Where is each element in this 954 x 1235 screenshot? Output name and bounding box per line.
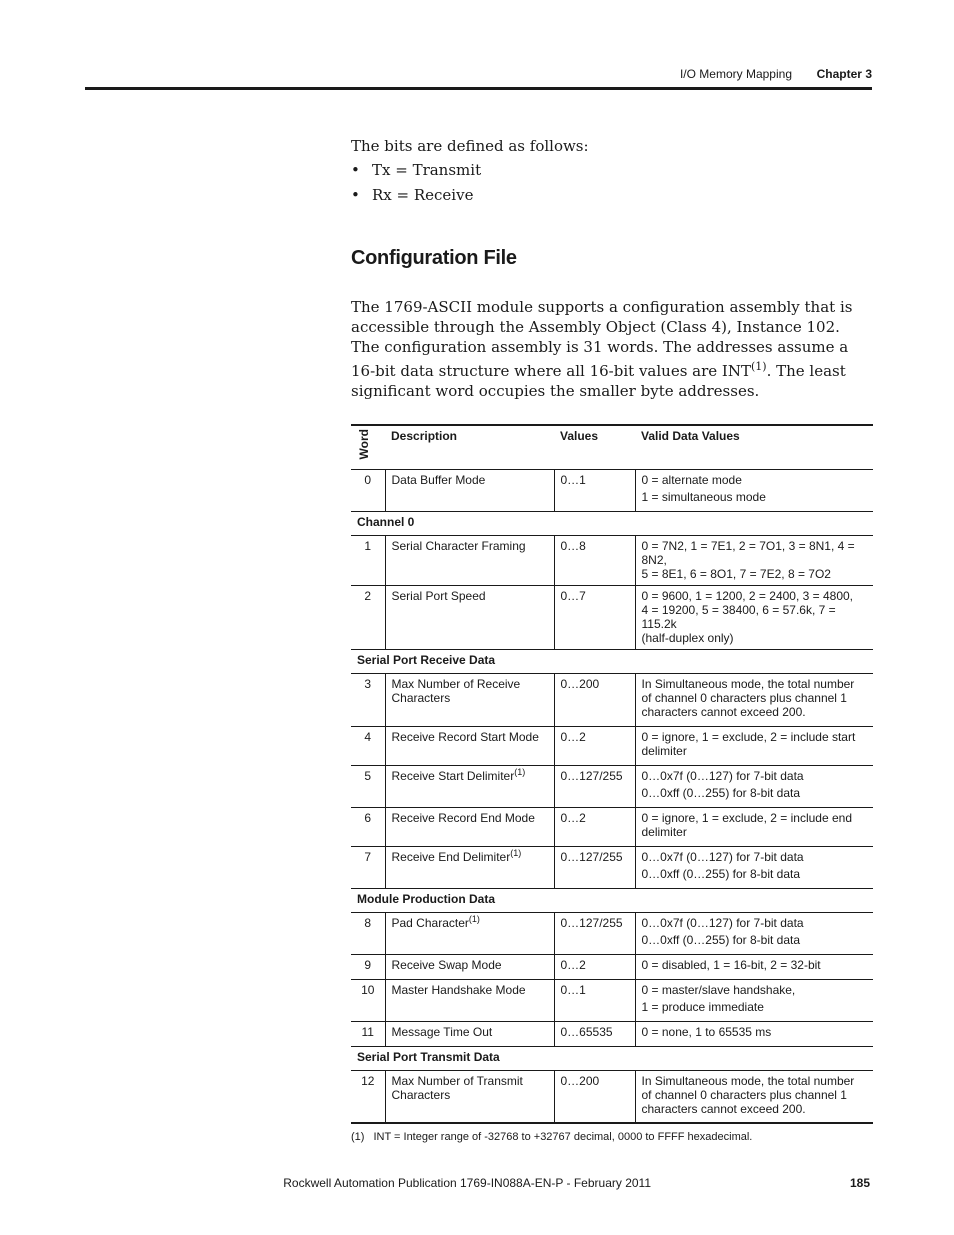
table-row (351, 846, 873, 888)
cell-word: 10 (361, 982, 375, 997)
paragraph-text-end: . The least significant word occupies the smaller byte addresses. (351, 362, 846, 400)
list-item: • Tx = Transmit (372, 160, 589, 180)
header-section-title: I/O Memory Mapping (679, 67, 792, 81)
cell-word: 4 (364, 729, 372, 744)
table-footnote (351, 1131, 752, 1143)
group-row-serial-port-transmit-data (351, 1046, 873, 1070)
cell-valid: 0…0x7f (0…127) for 7-bit data 0…0xff (0…255) for 8-bit data (635, 912, 873, 954)
cell-valid: 0 = 9600, 1 = 1200, 2 = 2400, 3 = 4800, 4 = 19200, 5 = 38400, 6 = 57.6k, 7 = 115.2k (half-duplex only) (635, 585, 873, 649)
cell-values: 0…2 (554, 807, 635, 846)
cell-values: 0…2 (554, 954, 635, 979)
cell-description: Serial Port Speed (385, 585, 554, 649)
cell-word: 2 (364, 588, 372, 603)
cell-word: 5 (364, 768, 372, 783)
cell-description: Serial Character Framing (385, 535, 554, 585)
group-label: Serial Port Receive Data (351, 649, 873, 673)
publication-info: Rockwell Automation Publication 1769-IN088A-EN-P - February 2011 (283, 1176, 651, 1190)
bit-definitions-list (351, 160, 589, 205)
cell-valid: 0…0x7f (0…127) for 7-bit data 0…0xff (0…255) for 8-bit data (635, 846, 873, 888)
cell-word: 11 (361, 1024, 374, 1039)
cell-description: Receive Start Delimiter$^{(1)}$ (385, 765, 554, 807)
table-row (351, 954, 873, 979)
header-chapter: Chapter 3 (816, 67, 872, 81)
cell-description: Message Time Out (385, 1021, 554, 1046)
column-header-values: Values (554, 425, 635, 469)
cell-valid: In Simultaneous mode, the total number of channel 0 characters plus channel 1 characters cannot exceed 200. (635, 1070, 873, 1123)
group-row-channel-0 (351, 511, 873, 535)
cell-word: 12 (361, 1073, 375, 1088)
column-header-description: Description (385, 425, 554, 469)
configuration-table (351, 424, 873, 1124)
group-label: Serial Port Transmit Data (351, 1046, 873, 1070)
table-row (351, 673, 873, 726)
cell-values: 0…127/255 (554, 765, 635, 807)
cell-valid: 0…0x7f (0…127) for 7-bit data 0…0xff (0…255) for 8-bit data (635, 765, 873, 807)
bit-definitions-lead: The bits are defined as follows: (351, 137, 589, 155)
cell-description: Receive End Delimiter$^{(1)}$ (385, 846, 554, 888)
group-row-module-production-data (351, 888, 873, 912)
table-row (351, 1021, 873, 1046)
cell-valid: 0 = 7N2, 1 = 7E1, 2 = 7O1, 3 = 8N1, 4 = 8N2, 5 = 8E1, 6 = 8O1, 7 = 7E2, 8 = 7O2 (635, 535, 873, 585)
cell-word: 6 (364, 810, 372, 825)
cell-description: Master Handshake Mode (385, 979, 554, 1021)
footnote-ref: (1) (514, 766, 526, 777)
cell-description: Receive Record Start Mode (385, 726, 554, 765)
cell-word: 3 (364, 676, 372, 691)
cell-values: 0…127/255 (554, 912, 635, 954)
column-header-valid-data-values: Valid Data Values (635, 425, 873, 469)
group-label: Channel 0 (351, 511, 873, 535)
cell-description: Max Number of Receive Characters (385, 673, 554, 726)
footnote-mark: (1) (351, 1131, 365, 1143)
group-label: Module Production Data (351, 888, 873, 912)
table-row (351, 726, 873, 765)
footnote-ref: (1) (468, 913, 480, 924)
cell-description: Data Buffer Mode (385, 469, 554, 511)
page-header (85, 64, 872, 90)
page-footer (85, 1176, 872, 1194)
table-row (351, 912, 873, 954)
table-row (351, 979, 873, 1021)
cell-values: 0…2 (554, 726, 635, 765)
cell-valid: 0 = disabled, 1 = 16-bit, 2 = 32-bit (635, 954, 873, 979)
page-number: 185 (849, 1176, 870, 1190)
cell-valid: 0 = master/slave handshake, 1 = produce immediate (635, 979, 873, 1021)
table-row (351, 1070, 873, 1123)
cell-valid: In Simultaneous mode, the total number of channel 0 characters plus channel 1 characters cannot exceed 200. (635, 673, 873, 726)
cell-word: 7 (364, 849, 372, 864)
bit-definitions (351, 136, 589, 210)
cell-description: Max Number of Transmit Characters (385, 1070, 554, 1123)
cell-values: 0…1 (554, 979, 635, 1021)
cell-description: Receive Swap Mode (385, 954, 554, 979)
cell-values: 0…7 (554, 585, 635, 649)
cell-word: 8 (364, 915, 372, 930)
cell-values: 0…200 (554, 1070, 635, 1123)
footnote-ref: (1) (510, 847, 522, 858)
group-row-serial-port-receive-data (351, 649, 873, 673)
cell-values: 0…200 (554, 673, 635, 726)
paragraph-text: The 1769-ASCII module supports a configuration assembly that is accessible through the Assembly Object (Class 4), Instance 102. The configuration assembly is 31 words. The addresses assume a 16-bit data structure where all 16-bit values are INT (351, 298, 853, 380)
cell-valid: 0 = ignore, 1 = exclude, 2 = include start delimiter (635, 726, 873, 765)
cell-description: Pad Character$^{(1)}$ (385, 912, 554, 954)
cell-description: Receive Record End Mode (385, 807, 554, 846)
list-item: • Rx = Receive (372, 185, 589, 205)
table-header-row (351, 425, 873, 469)
cell-values: 0…1 (554, 469, 635, 511)
section-heading: Configuration File (351, 247, 517, 269)
footnote-text: INT = Integer range of -32768 to +32767 decimal, 0000 to FFFF hexadecimal. (373, 1131, 753, 1143)
table-row (351, 807, 873, 846)
cell-values: 0…8 (554, 535, 635, 585)
table-row (351, 585, 873, 649)
column-header-word: Word (351, 425, 385, 469)
cell-valid: 0 = none, 1 to 65535 ms (635, 1021, 873, 1046)
footnote-ref: (1) (750, 360, 767, 373)
cell-word: 9 (364, 957, 372, 972)
cell-word: 0 (364, 472, 372, 487)
cell-word: 1 (364, 538, 372, 553)
section-paragraph (351, 297, 866, 401)
table-row (351, 765, 873, 807)
cell-valid: 0 = ignore, 1 = exclude, 2 = include end delimiter (635, 807, 873, 846)
cell-values: 0…127/255 (554, 846, 635, 888)
table-row (351, 469, 873, 511)
table-row (351, 535, 873, 585)
cell-valid: 0 = alternate mode 1 = simultaneous mode (635, 469, 873, 511)
cell-values: 0…65535 (554, 1021, 635, 1046)
